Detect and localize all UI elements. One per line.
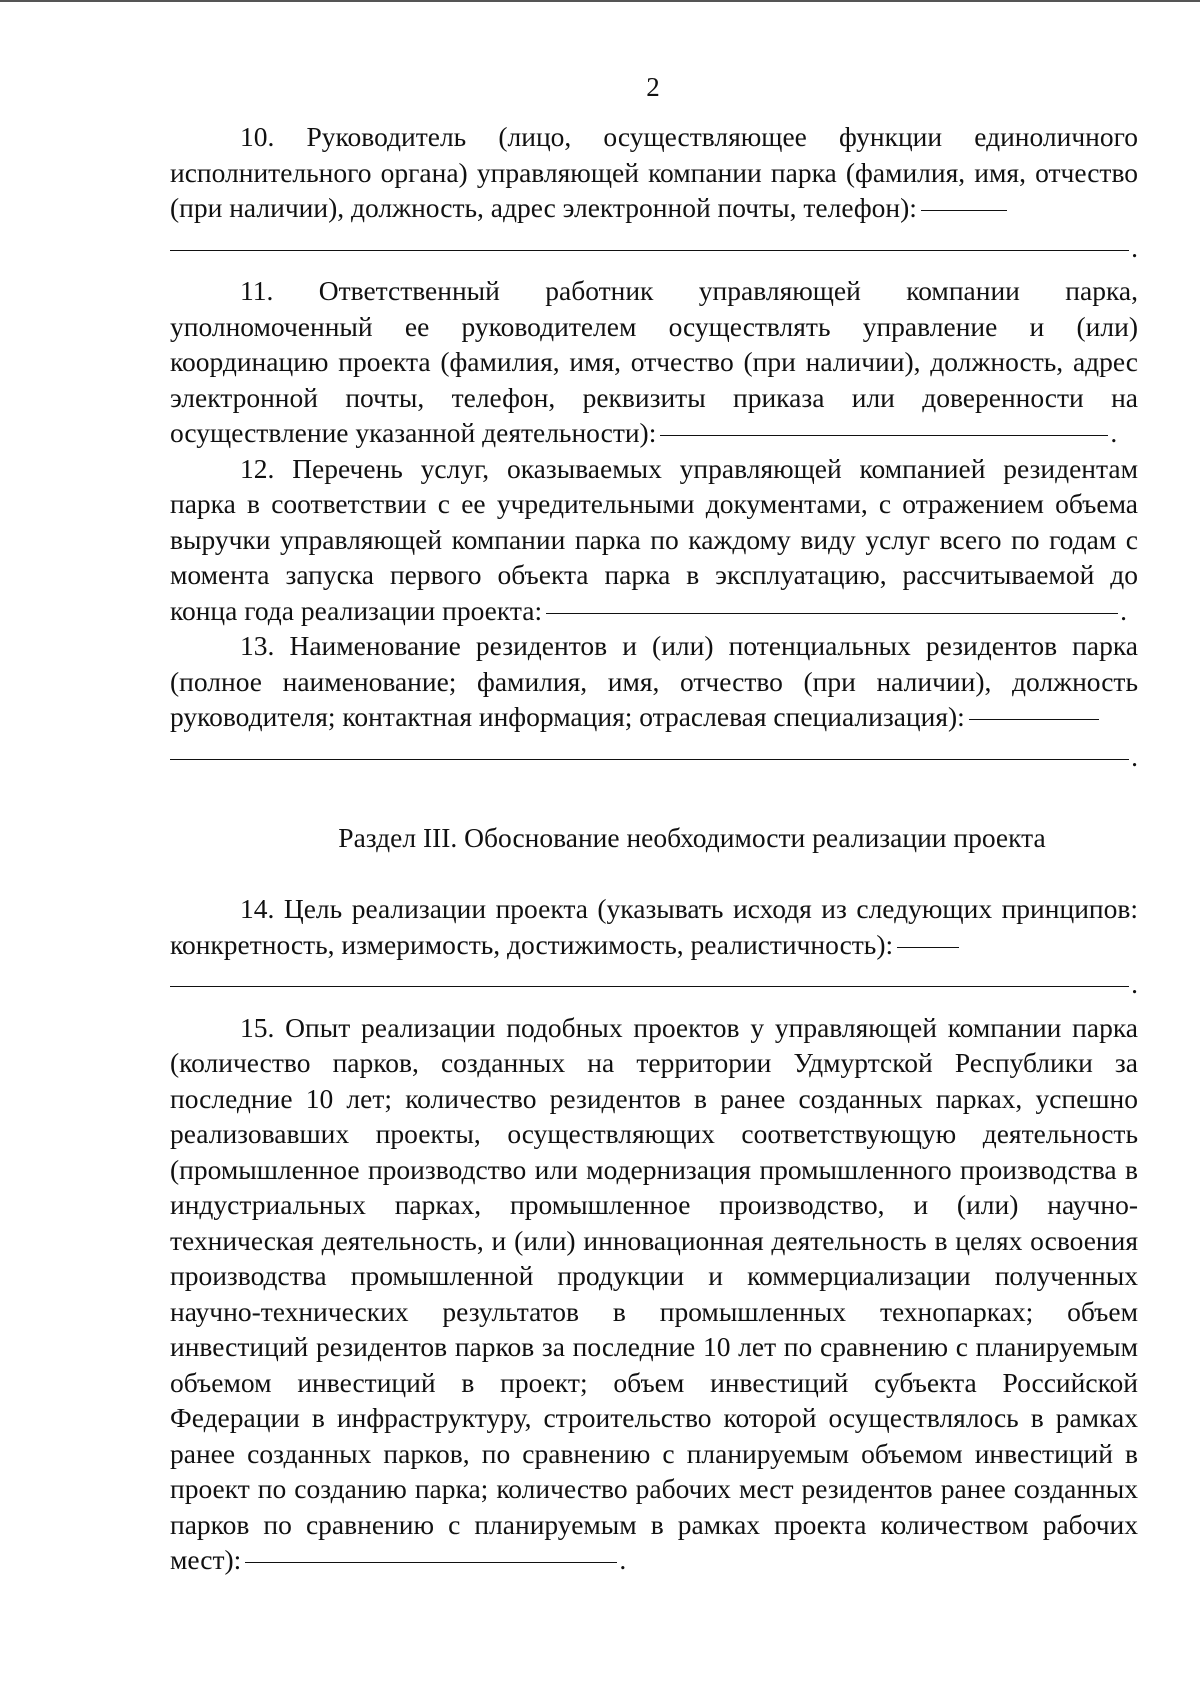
item-11-end: . bbox=[1110, 417, 1118, 448]
item-13-fill-line bbox=[170, 758, 1129, 760]
item-10-fill-line bbox=[170, 249, 1129, 251]
item-13-fill-line-inline bbox=[969, 718, 1099, 720]
item-14-fill-line bbox=[170, 985, 1129, 987]
item-13-end: . bbox=[1131, 740, 1138, 772]
page-number: 2 bbox=[646, 72, 660, 102]
item-15-end: . bbox=[619, 1544, 627, 1575]
item-14-text-content: 14. Цель реализации проекта (указывать исходя из следующих принципов: конкретность, измеримость, достижимость, реалистичность): bbox=[170, 893, 1138, 960]
item-15 bbox=[170, 1010, 1138, 1578]
item-11-text bbox=[170, 273, 1138, 451]
item-11-text-content: 11. Ответственный работник управляющей компании парка, уполномоченный ее руководителем осуществлять управление и (или) координацию проекта (фамилия, имя, отчество (при наличии), должность, адрес электронной почты, телефон, реквизиты приказа или доверенности на осуществление указанной деятельности): bbox=[170, 275, 1138, 448]
item-15-text-content: 15. Опыт реализации подобных проектов у управляющей компании парка (количество парков, созданных на территории Удмуртской Республики за последние 10 лет; количество резидентов в ранее созданных парках, успешно реализовавших проекты, осуществляющих соответствующую деятельность (промышленное производство или модернизация промышленного производства в индустриальных парках, промышленное производство, и (или) научно-техническая деятельность, и (или) инновационная деятельность в целях освоения производства промышленной продукции и коммерциализации полученных научно-технических результатов в промышленных технопарках; объем инвестиций резидентов парков за последние 10 лет по сравнению с планируемым объемом инвестиций в проект; объем инвестиций субъекта Российской Федерации в инфраструктуру, строительство которой осуществлялось в рамках ранее созданных парков, по сравнению с планируемым объемом инвестиций в проект по созданию парка; количество рабочих мест резидентов ранее созданных парков по сравнению с планируемым в рамках проекта количеством рабочих мест): bbox=[170, 1011, 1138, 1575]
item-12-fill-line bbox=[546, 612, 1118, 614]
item-14-text bbox=[170, 891, 1138, 962]
item-10-blank-row bbox=[170, 232, 1138, 268]
item-14 bbox=[170, 891, 1138, 1004]
item-13-text-content: 13. Наименование резидентов и (или) потенциальных резидентов парка (полное наименование; фамилия, имя, отчество (при наличии), должность руководителя; контактная информация; отраслевая специализация): bbox=[170, 630, 1138, 732]
item-14-blank-row bbox=[170, 968, 1138, 1004]
item-12-end: . bbox=[1120, 594, 1127, 626]
item-13-text bbox=[170, 628, 1138, 735]
item-11-fill-line bbox=[660, 434, 1108, 436]
document-body bbox=[170, 119, 1138, 1578]
item-12 bbox=[170, 451, 1138, 629]
item-10-text bbox=[170, 119, 1138, 226]
item-10-end: . bbox=[1131, 231, 1138, 263]
item-13-blank-row bbox=[170, 741, 1138, 777]
item-12-text-content: 12. Перечень услуг, оказываемых управляющей компанией резидентам парка в соответствии с ее учредительными документами, с отражением объема выручки управляющей компании парка по каждому виду услуг всего по годам с момента запуска первого объекта парка в эксплуатацию, рассчитываемой до конца года реализации проекта: bbox=[170, 452, 1138, 626]
item-13 bbox=[170, 628, 1138, 776]
page-top-edge bbox=[0, 0, 1200, 2]
section-3-heading: Раздел III. Обоснование необходимости реализации проекта bbox=[338, 822, 1046, 853]
item-11 bbox=[170, 273, 1138, 451]
item-12-text bbox=[170, 451, 1138, 629]
item-15-fill-line bbox=[245, 1561, 617, 1563]
item-10-text-content: 10. Руководитель (лицо, осуществляющее функции единоличного исполнительного органа) управляющей компании парка (фамилия, имя, отчество (при наличии), должность, адрес электронной почты, телефон): bbox=[170, 121, 1138, 223]
item-10-fill-line-inline bbox=[921, 209, 1007, 211]
item-15-text bbox=[170, 1010, 1138, 1578]
item-14-fill-line-inline bbox=[897, 946, 959, 948]
item-14-end: . bbox=[1131, 968, 1138, 999]
item-10 bbox=[170, 119, 1138, 267]
